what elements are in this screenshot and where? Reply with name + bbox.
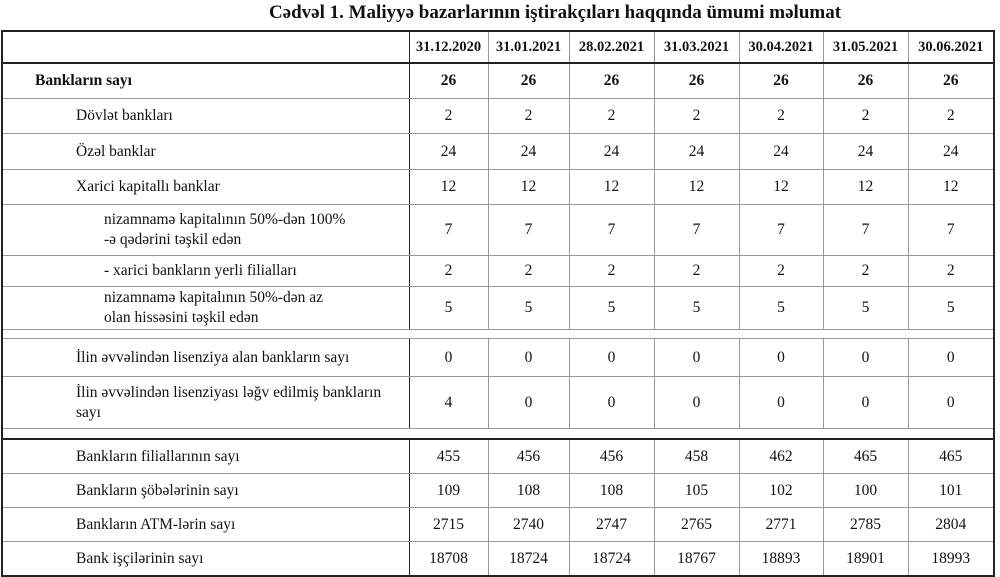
value-cell: 105 xyxy=(654,474,739,508)
value-cell: 2 xyxy=(409,99,488,134)
separator-row xyxy=(2,330,994,339)
header-empty-cell xyxy=(2,31,409,63)
value-cell: 2747 xyxy=(569,508,654,542)
value-cell: 458 xyxy=(654,439,739,474)
value-cell: 26 xyxy=(409,63,488,99)
value-cell: 2 xyxy=(488,256,569,287)
header-row xyxy=(2,31,994,63)
value-cell: 24 xyxy=(739,134,823,170)
value-cell: 12 xyxy=(908,170,994,205)
separator xyxy=(2,330,994,339)
value-cell: 12 xyxy=(569,170,654,205)
value-cell: 0 xyxy=(739,339,823,377)
row-label: - xarici bankların yerli filialları xyxy=(2,256,409,287)
value-cell: 26 xyxy=(488,63,569,99)
separator xyxy=(2,429,994,440)
table-row xyxy=(2,287,994,330)
value-cell: 26 xyxy=(823,63,908,99)
table-row xyxy=(2,474,994,508)
value-cell: 7 xyxy=(654,205,739,256)
value-cell: 2771 xyxy=(739,508,823,542)
value-cell: 24 xyxy=(654,134,739,170)
value-cell: 0 xyxy=(654,339,739,377)
value-cell: 101 xyxy=(908,474,994,508)
value-cell: 5 xyxy=(569,287,654,330)
value-cell: 0 xyxy=(908,377,994,429)
table-row xyxy=(2,439,994,474)
value-cell: 18724 xyxy=(488,542,569,577)
value-cell: 2 xyxy=(488,99,569,134)
value-cell: 2740 xyxy=(488,508,569,542)
value-cell: 0 xyxy=(488,377,569,429)
value-cell: 5 xyxy=(739,287,823,330)
value-cell: 0 xyxy=(409,339,488,377)
value-cell: 2 xyxy=(654,256,739,287)
value-cell: 18993 xyxy=(908,542,994,577)
value-cell: 2804 xyxy=(908,508,994,542)
row-label: Dövlət bankları xyxy=(2,99,409,134)
table-row xyxy=(2,377,994,429)
value-cell: 2785 xyxy=(823,508,908,542)
row-label: İlin əvvəlindən lisenziyası ləğv edilmiş bankların sayı xyxy=(2,377,409,429)
value-cell: 7 xyxy=(488,205,569,256)
table-row xyxy=(2,170,994,205)
value-cell: 0 xyxy=(823,339,908,377)
value-cell: 108 xyxy=(488,474,569,508)
value-cell: 18724 xyxy=(569,542,654,577)
value-cell: 5 xyxy=(654,287,739,330)
row-label: nizamnamə kapitalının 50%-dən 100% -ə qədərini təşkil edən xyxy=(2,205,409,256)
value-cell: 2 xyxy=(739,256,823,287)
table-row xyxy=(2,256,994,287)
value-cell: 0 xyxy=(908,339,994,377)
value-cell: 4 xyxy=(409,377,488,429)
value-cell: 109 xyxy=(409,474,488,508)
table-title: Cədvəl 1. Maliyyə bazarlarının iştirakçıları haqqında ümumi məlumat xyxy=(268,2,842,23)
value-cell: 2765 xyxy=(654,508,739,542)
value-cell: 2 xyxy=(823,99,908,134)
table-row xyxy=(2,542,994,577)
value-cell: 5 xyxy=(409,287,488,330)
table-row xyxy=(2,508,994,542)
value-cell: 26 xyxy=(654,63,739,99)
row-label: Bankların sayı xyxy=(2,63,409,99)
value-cell: 18767 xyxy=(654,542,739,577)
value-cell: 0 xyxy=(569,377,654,429)
value-cell: 2 xyxy=(908,99,994,134)
value-cell: 108 xyxy=(569,474,654,508)
value-cell: 7 xyxy=(908,205,994,256)
value-cell: 24 xyxy=(488,134,569,170)
column-header-date: 31.05.2021 xyxy=(823,31,908,63)
value-cell: 0 xyxy=(488,339,569,377)
table-row xyxy=(2,205,994,256)
value-cell: 5 xyxy=(488,287,569,330)
table-row xyxy=(2,339,994,377)
table-row xyxy=(2,99,994,134)
value-cell: 12 xyxy=(488,170,569,205)
value-cell: 455 xyxy=(409,439,488,474)
financial-market-participants-table xyxy=(1,30,995,577)
value-cell: 2 xyxy=(409,256,488,287)
value-cell: 26 xyxy=(569,63,654,99)
row-label: Bank işçilərinin sayı xyxy=(2,542,409,577)
value-cell: 2715 xyxy=(409,508,488,542)
value-cell: 462 xyxy=(739,439,823,474)
column-header-date: 28.02.2021 xyxy=(569,31,654,63)
value-cell: 102 xyxy=(739,474,823,508)
value-cell: 465 xyxy=(823,439,908,474)
value-cell: 26 xyxy=(739,63,823,99)
value-cell: 2 xyxy=(569,99,654,134)
value-cell: 24 xyxy=(409,134,488,170)
value-cell: 0 xyxy=(654,377,739,429)
value-cell: 12 xyxy=(823,170,908,205)
value-cell: 100 xyxy=(823,474,908,508)
value-cell: 5 xyxy=(823,287,908,330)
value-cell: 18893 xyxy=(739,542,823,577)
row-label: Bankların ATM-lərin sayı xyxy=(2,508,409,542)
row-label: Xarici kapitallı banklar xyxy=(2,170,409,205)
value-cell: 26 xyxy=(908,63,994,99)
value-cell: 5 xyxy=(908,287,994,330)
column-header-date: 31.12.2020 xyxy=(409,31,488,63)
value-cell: 2 xyxy=(654,99,739,134)
value-cell: 7 xyxy=(823,205,908,256)
value-cell: 2 xyxy=(823,256,908,287)
value-cell: 0 xyxy=(569,339,654,377)
value-cell: 456 xyxy=(488,439,569,474)
value-cell: 24 xyxy=(908,134,994,170)
row-label: İlin əvvəlindən lisenziya alan bankların sayı xyxy=(2,339,409,377)
value-cell: 24 xyxy=(569,134,654,170)
value-cell: 7 xyxy=(739,205,823,256)
value-cell: 2 xyxy=(908,256,994,287)
value-cell: 12 xyxy=(409,170,488,205)
value-cell: 18708 xyxy=(409,542,488,577)
value-cell: 7 xyxy=(569,205,654,256)
value-cell: 465 xyxy=(908,439,994,474)
value-cell: 456 xyxy=(569,439,654,474)
value-cell: 2 xyxy=(569,256,654,287)
column-header-date: 30.04.2021 xyxy=(739,31,823,63)
value-cell: 7 xyxy=(409,205,488,256)
value-cell: 12 xyxy=(739,170,823,205)
column-header-date: 30.06.2021 xyxy=(908,31,994,63)
value-cell: 2 xyxy=(739,99,823,134)
row-label: Bankların şöbələrinin sayı xyxy=(2,474,409,508)
value-cell: 24 xyxy=(823,134,908,170)
value-cell: 12 xyxy=(654,170,739,205)
value-cell: 18901 xyxy=(823,542,908,577)
row-label: Bankların filiallarının sayı xyxy=(2,439,409,474)
separator-row xyxy=(2,429,994,440)
table-row xyxy=(2,63,994,99)
value-cell: 0 xyxy=(739,377,823,429)
column-header-date: 31.03.2021 xyxy=(654,31,739,63)
column-header-date: 31.01.2021 xyxy=(488,31,569,63)
row-label: nizamnamə kapitalının 50%-dən az olan hissəsini təşkil edən xyxy=(2,287,409,330)
row-label: Özəl banklar xyxy=(2,134,409,170)
table-row xyxy=(2,134,994,170)
value-cell: 0 xyxy=(823,377,908,429)
